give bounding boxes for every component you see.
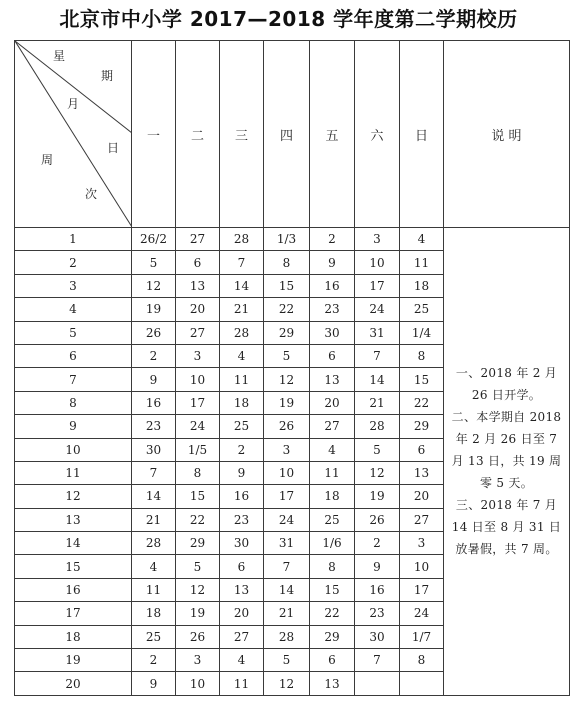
date-cell-wed: 4 <box>220 649 264 672</box>
date-cell-sun: 29 <box>400 415 444 438</box>
date-cell-wed: 4 <box>220 344 264 367</box>
date-cell-sun: 18 <box>400 274 444 297</box>
date-cell-mon: 14 <box>132 485 176 508</box>
weekday-header-mon: 一 <box>132 41 176 228</box>
note-line: 月 13 日，共 19 周 <box>451 454 562 469</box>
date-cell-sat: 30 <box>355 625 400 648</box>
date-cell-tue: 3 <box>176 344 220 367</box>
week-number-cell: 10 <box>15 438 132 461</box>
date-cell-tue: 12 <box>176 578 220 601</box>
date-cell-fri: 29 <box>310 625 355 648</box>
date-cell-fri: 23 <box>310 298 355 321</box>
corner-label-ci: 次 <box>85 187 98 201</box>
date-cell-fri: 9 <box>310 251 355 274</box>
school-calendar-table <box>14 40 570 696</box>
note-line: 放暑假，共 7 周。 <box>455 542 558 557</box>
date-cell-sun: 8 <box>400 649 444 672</box>
date-cell-thu: 5 <box>264 344 310 367</box>
date-cell-sat: 9 <box>355 555 400 578</box>
date-cell-wed: 23 <box>220 508 264 531</box>
week-number-cell: 13 <box>15 508 132 531</box>
date-cell-sun: 20 <box>400 485 444 508</box>
notes-header: 说 明 <box>444 41 570 228</box>
date-cell-sat: 5 <box>355 438 400 461</box>
note-line: 26 日开学。 <box>471 388 542 403</box>
date-cell-fri: 13 <box>310 368 355 391</box>
week-number-cell: 17 <box>15 602 132 625</box>
date-cell-mon: 19 <box>132 298 176 321</box>
date-cell-thu: 29 <box>264 321 310 344</box>
date-cell-sun: 4 <box>400 228 444 251</box>
date-cell-mon: 25 <box>132 625 176 648</box>
date-cell-sun: 27 <box>400 508 444 531</box>
date-cell-thu: 12 <box>264 672 310 695</box>
corner-header-cell <box>15 41 132 228</box>
date-cell-thu: 3 <box>264 438 310 461</box>
date-cell-mon: 11 <box>132 578 176 601</box>
date-cell-sat: 2 <box>355 532 400 555</box>
week-number-cell: 3 <box>15 274 132 297</box>
date-cell-tue: 24 <box>176 415 220 438</box>
date-cell-mon: 16 <box>132 391 176 414</box>
note-line: 三、2018 年 7 月 <box>455 498 558 513</box>
date-cell-sun: 22 <box>400 391 444 414</box>
date-cell-thu: 8 <box>264 251 310 274</box>
date-cell-wed: 11 <box>220 368 264 391</box>
date-cell-tue: 10 <box>176 672 220 695</box>
date-cell-fri: 1/6 <box>310 532 355 555</box>
week-number-cell: 5 <box>15 321 132 344</box>
date-cell-mon: 21 <box>132 508 176 531</box>
date-cell-fri: 16 <box>310 274 355 297</box>
calendar-body <box>15 228 570 696</box>
date-cell-mon: 4 <box>132 555 176 578</box>
date-cell-mon: 5 <box>132 251 176 274</box>
week-number-cell: 11 <box>15 461 132 484</box>
date-cell-sun: 1/7 <box>400 625 444 648</box>
note-line: 14 日至 8 月 31 日 <box>451 520 562 535</box>
date-cell-wed: 14 <box>220 274 264 297</box>
date-cell-tue: 1/5 <box>176 438 220 461</box>
date-cell-sat: 28 <box>355 415 400 438</box>
date-cell-mon: 2 <box>132 649 176 672</box>
date-cell-fri: 15 <box>310 578 355 601</box>
date-cell-sun: 17 <box>400 578 444 601</box>
date-cell-fri: 20 <box>310 391 355 414</box>
date-cell-mon: 12 <box>132 274 176 297</box>
note-line: 二、本学期自 2018 <box>451 410 562 425</box>
date-cell-sat: 10 <box>355 251 400 274</box>
date-cell-tue: 22 <box>176 508 220 531</box>
week-number-cell: 1 <box>15 228 132 251</box>
date-cell-sun: 6 <box>400 438 444 461</box>
date-cell-thu: 5 <box>264 649 310 672</box>
date-cell-sun: 24 <box>400 602 444 625</box>
date-cell-sun: 25 <box>400 298 444 321</box>
date-cell-tue: 27 <box>176 228 220 251</box>
date-cell-sat: 31 <box>355 321 400 344</box>
date-cell-fri: 6 <box>310 344 355 367</box>
date-cell-tue: 10 <box>176 368 220 391</box>
date-cell-thu: 15 <box>264 274 310 297</box>
week-number-cell: 12 <box>15 485 132 508</box>
date-cell-tue: 3 <box>176 649 220 672</box>
date-cell-fri: 8 <box>310 555 355 578</box>
date-cell-fri: 18 <box>310 485 355 508</box>
date-cell-mon: 9 <box>132 368 176 391</box>
date-cell-tue: 20 <box>176 298 220 321</box>
date-cell-tue: 5 <box>176 555 220 578</box>
date-cell-fri: 25 <box>310 508 355 531</box>
date-cell-tue: 13 <box>176 274 220 297</box>
weekday-header-fri: 五 <box>310 41 355 228</box>
date-cell-sat: 26 <box>355 508 400 531</box>
date-cell-wed: 13 <box>220 578 264 601</box>
corner-label-yue: 月 <box>67 97 80 111</box>
corner-label-xing: 星 <box>53 49 66 63</box>
date-cell-thu: 21 <box>264 602 310 625</box>
date-cell-tue: 27 <box>176 321 220 344</box>
week-number-cell: 14 <box>15 532 132 555</box>
week-number-cell: 4 <box>15 298 132 321</box>
date-cell-tue: 6 <box>176 251 220 274</box>
date-cell-thu: 7 <box>264 555 310 578</box>
date-cell-sat: 7 <box>355 649 400 672</box>
date-cell-thu: 31 <box>264 532 310 555</box>
date-cell-wed: 7 <box>220 251 264 274</box>
date-cell-wed: 25 <box>220 415 264 438</box>
date-cell-wed: 2 <box>220 438 264 461</box>
date-cell-sat: 16 <box>355 578 400 601</box>
corner-label-qi: 期 <box>101 69 114 83</box>
date-cell-sat <box>355 672 400 695</box>
date-cell-mon: 18 <box>132 602 176 625</box>
date-cell-thu: 10 <box>264 461 310 484</box>
week-number-cell: 19 <box>15 649 132 672</box>
date-cell-wed: 18 <box>220 391 264 414</box>
date-cell-tue: 8 <box>176 461 220 484</box>
date-cell-sun: 1/4 <box>400 321 444 344</box>
date-cell-thu: 26 <box>264 415 310 438</box>
table-row <box>15 228 570 251</box>
date-cell-sun <box>400 672 444 695</box>
date-cell-tue: 17 <box>176 391 220 414</box>
date-cell-thu: 19 <box>264 391 310 414</box>
date-cell-wed: 21 <box>220 298 264 321</box>
page-title: 北京市中小学 2017—2018 学年度第二学期校历 <box>59 7 518 31</box>
week-number-cell: 9 <box>15 415 132 438</box>
weekday-header-sun: 日 <box>400 41 444 228</box>
date-cell-tue: 26 <box>176 625 220 648</box>
date-cell-mon: 23 <box>132 415 176 438</box>
notes-cell <box>444 228 570 696</box>
date-cell-thu: 1/3 <box>264 228 310 251</box>
date-cell-mon: 30 <box>132 438 176 461</box>
date-cell-thu: 28 <box>264 625 310 648</box>
date-cell-wed: 28 <box>220 228 264 251</box>
date-cell-sun: 11 <box>400 251 444 274</box>
date-cell-sat: 14 <box>355 368 400 391</box>
date-cell-wed: 11 <box>220 672 264 695</box>
date-cell-wed: 28 <box>220 321 264 344</box>
note-line: 一、2018 年 2 月 <box>455 366 558 381</box>
week-number-cell: 2 <box>15 251 132 274</box>
date-cell-tue: 19 <box>176 602 220 625</box>
date-cell-fri: 6 <box>310 649 355 672</box>
corner-label-zhou: 周 <box>41 153 54 167</box>
date-cell-sat: 17 <box>355 274 400 297</box>
date-cell-mon: 26 <box>132 321 176 344</box>
date-cell-sat: 19 <box>355 485 400 508</box>
date-cell-sun: 3 <box>400 532 444 555</box>
date-cell-sat: 21 <box>355 391 400 414</box>
weekday-header-thu: 四 <box>264 41 310 228</box>
week-number-cell: 20 <box>15 672 132 695</box>
week-number-cell: 18 <box>15 625 132 648</box>
header-row <box>15 41 570 228</box>
date-cell-wed: 30 <box>220 532 264 555</box>
date-cell-sat: 7 <box>355 344 400 367</box>
week-number-cell: 15 <box>15 555 132 578</box>
date-cell-tue: 15 <box>176 485 220 508</box>
date-cell-fri: 11 <box>310 461 355 484</box>
date-cell-mon: 26/2 <box>132 228 176 251</box>
date-cell-mon: 9 <box>132 672 176 695</box>
date-cell-fri: 30 <box>310 321 355 344</box>
date-cell-mon: 28 <box>132 532 176 555</box>
date-cell-fri: 22 <box>310 602 355 625</box>
date-cell-fri: 4 <box>310 438 355 461</box>
date-cell-wed: 20 <box>220 602 264 625</box>
note-line: 零 5 天。 <box>479 476 534 491</box>
date-cell-thu: 12 <box>264 368 310 391</box>
date-cell-wed: 6 <box>220 555 264 578</box>
weekday-header-sat: 六 <box>355 41 400 228</box>
weekday-header-wed: 三 <box>220 41 264 228</box>
date-cell-sun: 13 <box>400 461 444 484</box>
date-cell-tue: 29 <box>176 532 220 555</box>
week-number-cell: 7 <box>15 368 132 391</box>
date-cell-thu: 24 <box>264 508 310 531</box>
date-cell-sat: 3 <box>355 228 400 251</box>
date-cell-thu: 22 <box>264 298 310 321</box>
date-cell-fri: 2 <box>310 228 355 251</box>
date-cell-fri: 13 <box>310 672 355 695</box>
date-cell-sun: 15 <box>400 368 444 391</box>
corner-label-ri: 日 <box>107 141 120 155</box>
date-cell-thu: 14 <box>264 578 310 601</box>
date-cell-wed: 9 <box>220 461 264 484</box>
weekday-header-tue: 二 <box>176 41 220 228</box>
date-cell-wed: 27 <box>220 625 264 648</box>
date-cell-wed: 16 <box>220 485 264 508</box>
date-cell-sat: 12 <box>355 461 400 484</box>
corner-diagonal-lines <box>15 41 132 227</box>
week-number-cell: 8 <box>15 391 132 414</box>
week-number-cell: 6 <box>15 344 132 367</box>
date-cell-fri: 27 <box>310 415 355 438</box>
note-line: 年 2 月 26 日至 7 <box>455 432 558 447</box>
date-cell-mon: 2 <box>132 344 176 367</box>
date-cell-sat: 23 <box>355 602 400 625</box>
date-cell-mon: 7 <box>132 461 176 484</box>
date-cell-sun: 10 <box>400 555 444 578</box>
date-cell-sun: 8 <box>400 344 444 367</box>
week-number-cell: 16 <box>15 578 132 601</box>
date-cell-thu: 17 <box>264 485 310 508</box>
date-cell-sat: 24 <box>355 298 400 321</box>
